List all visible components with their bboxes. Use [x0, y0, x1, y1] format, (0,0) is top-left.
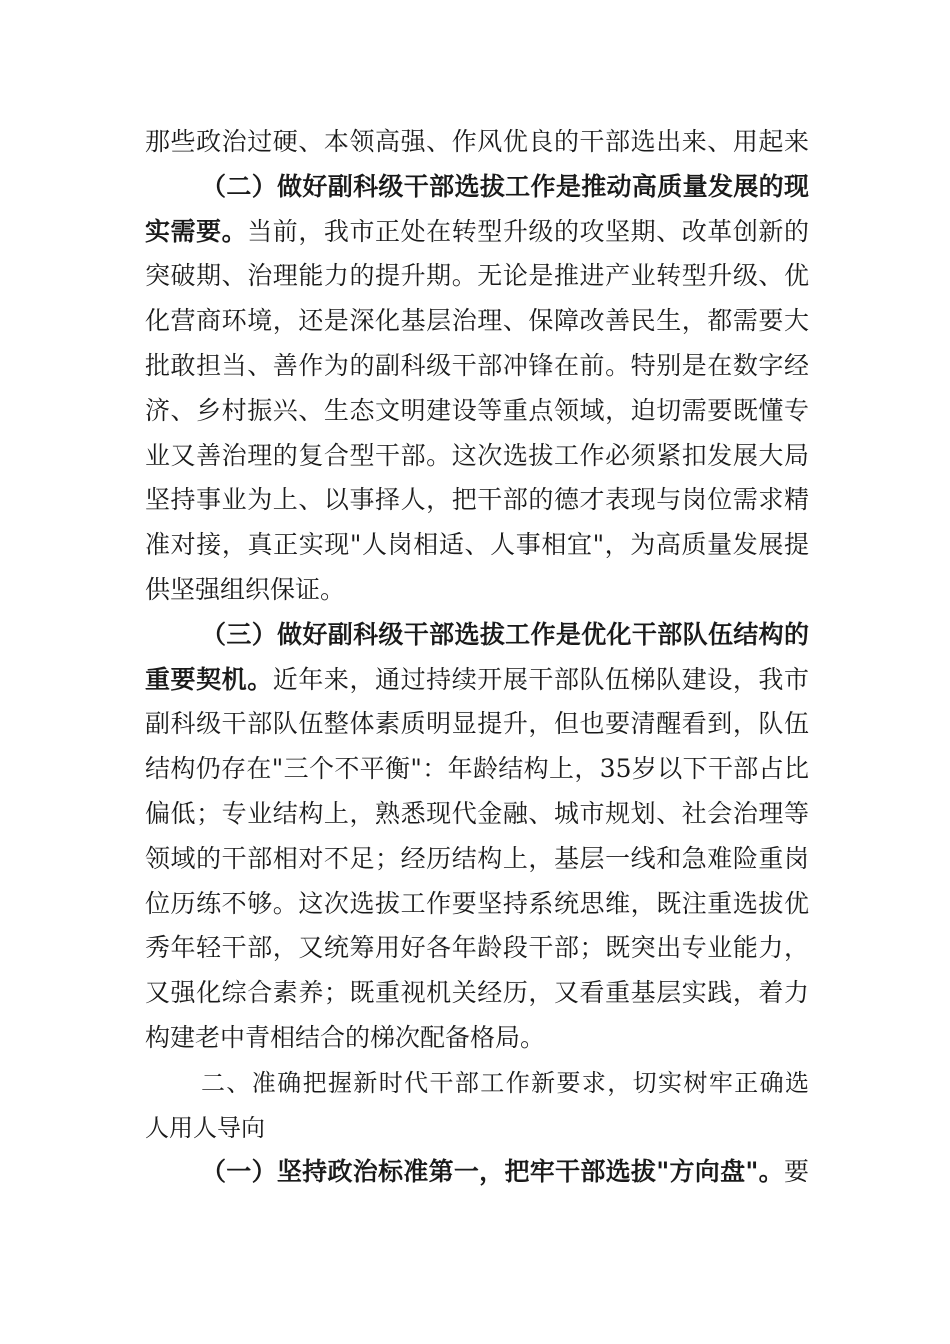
text-line: [145, 658, 809, 703]
paragraph-lead: （一）坚持政治标准第一，把牢干部选拔"方向盘"。: [201, 1157, 784, 1187]
text-line: 领域的干部相对不足；经历结构上，基层一线和急难险重岗: [145, 843, 809, 873]
paragraph-lead: （二）做好副科级干部选拔工作是推动高质量发展的现: [201, 171, 809, 201]
text-line-rest: 要: [783, 1157, 809, 1187]
text-line: [145, 210, 809, 255]
paragraph-lead-end: 实需要。: [145, 216, 248, 246]
section-heading: [145, 1061, 809, 1151]
text-line: 供坚强组织保证。: [145, 574, 346, 604]
text-line: 又强化综合素养；既重视机关经历，又看重基层实践，着力: [145, 978, 809, 1008]
text-line: 化营商环境，还是深化基层治理、保障改善民生，都需要大: [145, 306, 809, 336]
paragraph-political-standard: [145, 1150, 809, 1195]
text-line: [145, 1150, 809, 1195]
text-line: 秀年轻干部，又统筹用好各年龄段干部；既突出专业能力，: [145, 933, 809, 963]
text-line: 偏低；专业结构上，熟悉现代金融、城市规划、社会治理等: [145, 798, 809, 828]
text-line: 结构仍存在"三个不平衡"：年龄结构上，35岁以下干部占比: [145, 754, 809, 784]
text-line: 业又善治理的复合型干部。这次选拔工作必须紧扣发展大局: [145, 440, 809, 470]
paragraph-high-quality-development: [145, 165, 809, 613]
text-line: 批敢担当、善作为的副科级干部冲锋在前。特别是在数字经: [145, 350, 809, 380]
text-line: 济、乡村振兴、生态文明建设等重点领域，迫切需要既懂专: [145, 395, 809, 425]
text-line: 位历练不够。这次选拔工作要坚持系统思维，既注重选拔优: [145, 888, 809, 918]
text-line: 副科级干部队伍整体素质明显提升，但也要清醒看到，队伍: [145, 709, 809, 739]
paragraph-optimize-structure: [145, 613, 809, 1061]
text-line: 那些政治过硬、本领高强、作风优良的干部选出来、用起来: [145, 127, 809, 156]
paragraph-lead: （三）做好副科级干部选拔工作是优化干部队伍结构的: [201, 619, 809, 649]
text-line-rest: 近年来，通过持续开展干部队伍梯队建设，我市: [272, 664, 809, 694]
text-line: 构建老中青相结合的梯次配备格局。: [145, 1022, 546, 1052]
paragraph-continuation: [145, 120, 809, 165]
text-line-rest: 当前，我市正处在转型升级的攻坚期、改革创新的: [247, 216, 809, 246]
paragraph-lead-end: 重要契机。: [145, 664, 273, 694]
text-line: 突破期、治理能力的提升期。无论是推进产业转型升级、优: [145, 261, 809, 291]
section-heading-line: 二、准确把握新时代干部工作新要求，切实树牢正确选: [201, 1068, 809, 1097]
text-line: 准对接，真正实现"人岗相适、人事相宜"，为高质量发展提: [145, 530, 809, 560]
text-line: 坚持事业为上、以事择人，把干部的德才表现与岗位需求精: [145, 485, 809, 515]
section-heading-line: 人用人导向: [145, 1113, 265, 1142]
document-page: [145, 120, 809, 1195]
